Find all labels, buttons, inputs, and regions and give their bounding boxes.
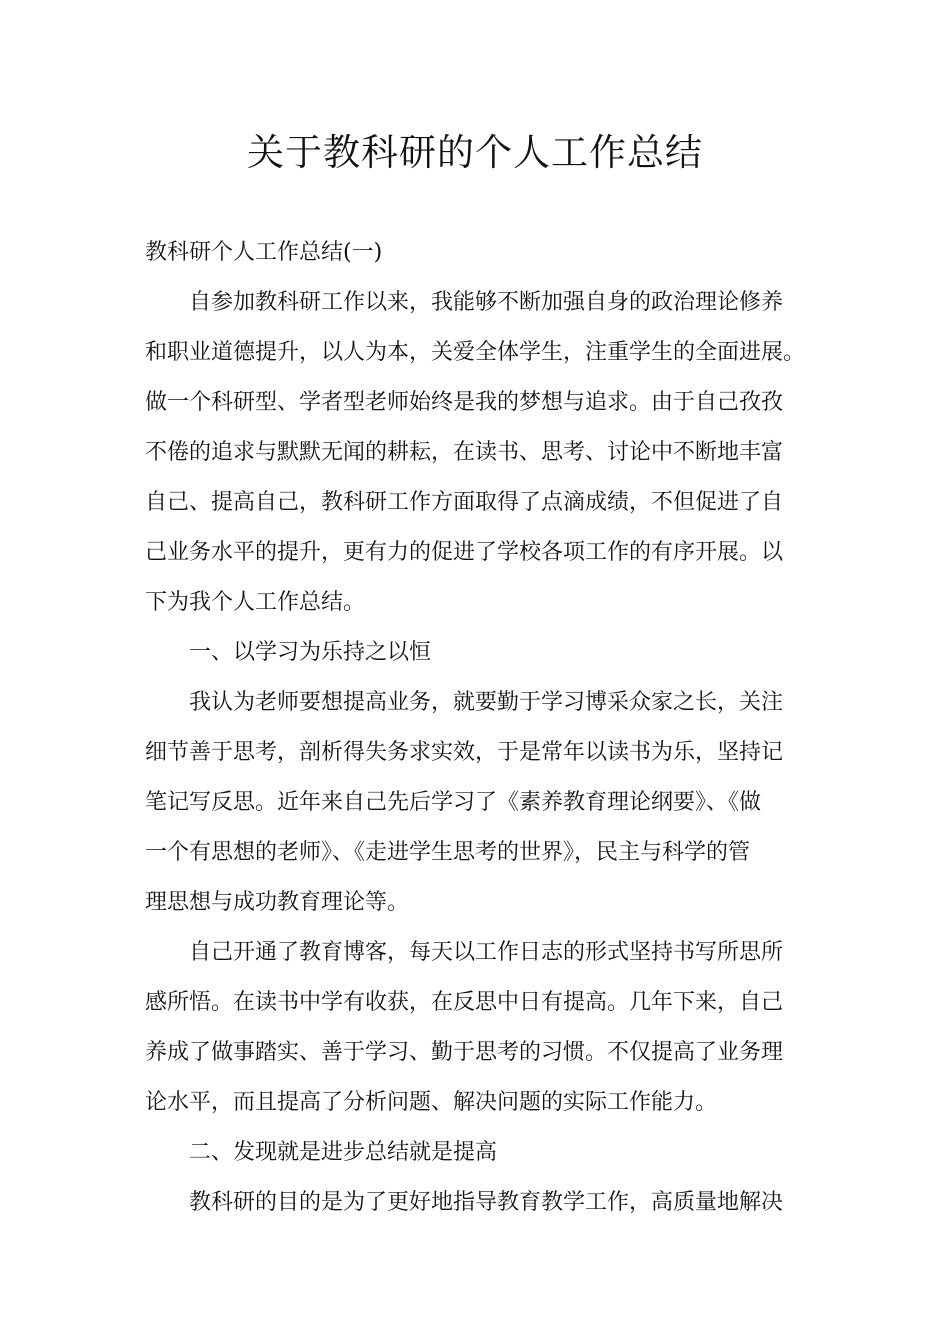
text-line: 感所悟。在读书中学有收获，在反思中日有提高。几年下来，自己 xyxy=(145,990,784,1015)
text-line: 教科研的目的是为了更好地指导教育教学工作，高质量地解决 xyxy=(189,1190,784,1215)
text-line: 笔记写反思。近年来自己先后学习了《素养教育理论纲要》、《做 xyxy=(145,790,762,815)
text-line: 理思想与成功教育理论等。 xyxy=(145,890,410,915)
text-line: 细节善于思考，剖析得失务求实效，于是常年以读书为乐，坚持记 xyxy=(145,740,784,765)
text-line: 下为我个人工作总结。 xyxy=(145,590,366,615)
text-line: 教科研个人工作总结(一) xyxy=(145,240,383,265)
text-line: 自参加教科研工作以来，我能够不断加强自身的政治理论修养 xyxy=(189,290,784,315)
text-line: 养成了做事踏实、善于学习、勤于思考的习惯。不仅提高了业务理 xyxy=(145,1040,784,1065)
text-line: 我认为老师要想提高业务，就要勤于学习博采众家之长，关注 xyxy=(189,690,784,715)
text-line: 做一个科研型、学者型老师始终是我的梦想与追求。由于自己孜孜 xyxy=(145,390,784,415)
text-line: 一个有思想的老师》、《走进学生思考的世界》，民主与科学的管 xyxy=(145,840,751,865)
text-line: 己业务水平的提升，更有力的促进了学校各项工作的有序开展。以 xyxy=(145,540,784,565)
text-line: 一、以学习为乐持之以恒 xyxy=(189,640,432,665)
text-line: 论水平，而且提高了分析问题、解决问题的实际工作能力。 xyxy=(145,1090,718,1115)
text-line: 自己、提高自己，教科研工作方面取得了点滴成绩，不但促进了自 xyxy=(145,490,784,515)
text-line: 自己开通了教育博客，每天以工作日志的形式坚持书写所思所 xyxy=(189,940,784,965)
document-title: 关于教科研的个人工作总结 xyxy=(247,131,703,174)
text-line: 和职业道德提升，以人为本，关爱全体学生，注重学生的全面进展。 xyxy=(145,340,806,365)
text-line: 二、发现就是进步总结就是提高 xyxy=(189,1140,498,1165)
text-line: 不倦的追求与默默无闻的耕耘，在读书、思考、讨论中不断地丰富 xyxy=(145,440,784,465)
document-body xyxy=(145,228,835,1228)
